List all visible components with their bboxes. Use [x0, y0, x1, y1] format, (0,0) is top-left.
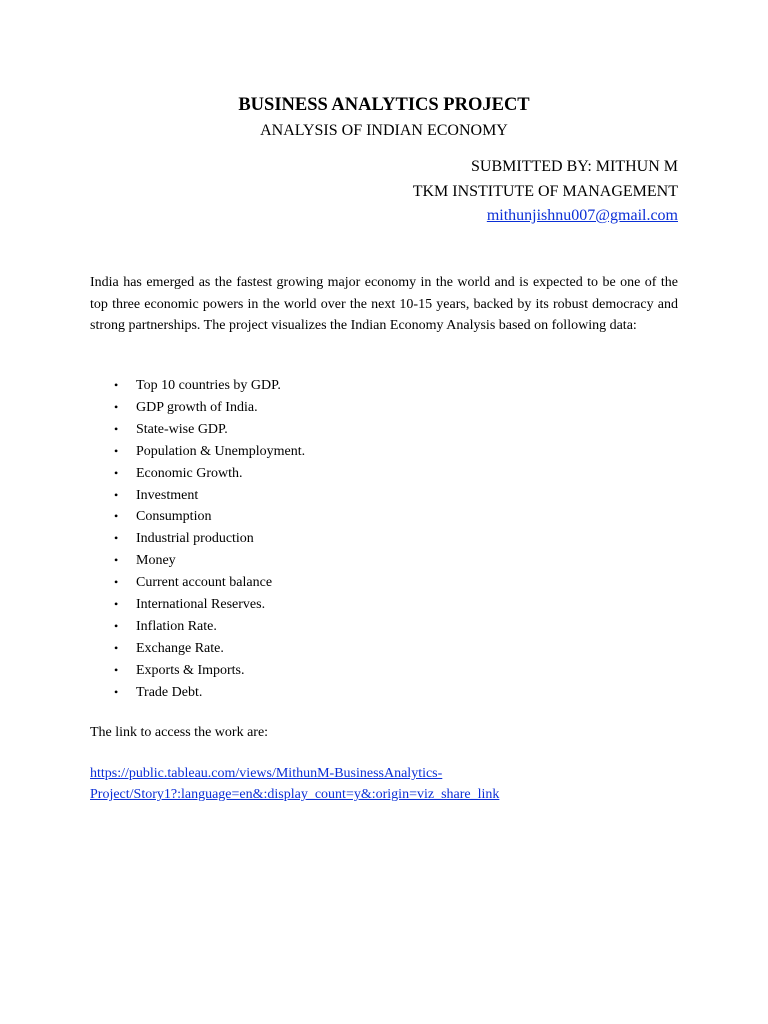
- list-item-label: Population & Unemployment.: [136, 443, 306, 459]
- submitted-by: SUBMITTED BY: MITHUN M: [471, 158, 678, 175]
- bullet-icon: •: [114, 662, 119, 677]
- list-item-label: Exports & Imports.: [136, 662, 245, 678]
- data-topics-list: [90, 375, 305, 704]
- list-item-label: Economic Growth.: [136, 465, 243, 481]
- bullet-icon: •: [114, 553, 119, 568]
- bullet-icon: •: [114, 684, 119, 699]
- tableau-link-line1[interactable]: https://public.tableau.com/views/MithunM-BusinessAnalytics-: [90, 766, 443, 781]
- list-item: [90, 375, 305, 397]
- institute-name: TKM INSTITUTE OF MANAGEMENT: [412, 183, 678, 200]
- list-item-label: Trade Debt.: [136, 684, 203, 700]
- list-item: [90, 463, 305, 485]
- bullet-icon: •: [114, 465, 119, 480]
- list-item-label: Money: [136, 553, 176, 569]
- list-item: [90, 638, 305, 660]
- bullet-icon: •: [114, 597, 119, 612]
- list-item-label: State-wise GDP.: [136, 421, 228, 437]
- bullet-icon: •: [114, 443, 119, 458]
- bullet-icon: •: [114, 575, 119, 590]
- list-item-label: Investment: [136, 487, 199, 503]
- list-item: [90, 660, 305, 682]
- bullet-icon: •: [114, 378, 119, 392]
- list-item: [90, 616, 305, 638]
- bullet-icon: •: [114, 640, 119, 655]
- list-item: [90, 682, 305, 704]
- list-item-label: GDP growth of India.: [136, 399, 258, 415]
- bullet-icon: •: [114, 399, 119, 414]
- list-item-label: Inflation Rate.: [136, 618, 217, 634]
- list-item: [90, 397, 305, 419]
- list-item-label: Consumption: [136, 509, 212, 525]
- list-item: [90, 594, 305, 616]
- list-item: [90, 572, 305, 594]
- bullet-icon: •: [114, 509, 119, 524]
- list-item: [90, 419, 305, 441]
- list-item-label: International Reserves.: [136, 597, 266, 613]
- list-item: [90, 441, 305, 463]
- bullet-icon: •: [114, 421, 119, 436]
- list-item-label: Current account balance: [136, 575, 273, 591]
- bullet-icon: •: [114, 487, 119, 502]
- document-title: BUSINESS ANALYTICS PROJECT: [238, 95, 530, 115]
- intro-paragraph: India has emerged as the fastest growing major economy in the world and is expected to be one of the top three economic powers in the world over the next 10-15 years, backed by its robust democracy and strong partnerships. The project visualizes the Indian Economy Analysis based on following data:: [90, 275, 678, 333]
- email-link[interactable]: mithunjishnu007@gmail.com: [486, 207, 678, 224]
- list-item-label: Industrial production: [136, 531, 254, 547]
- document-subtitle: ANALYSIS OF INDIAN ECONOMY: [260, 122, 508, 139]
- list-item: [90, 528, 305, 550]
- bullet-icon: •: [114, 531, 119, 546]
- list-item-label: Top 10 countries by GDP.: [136, 378, 281, 393]
- list-item-label: Exchange Rate.: [136, 640, 224, 656]
- tableau-link-line2[interactable]: Project/Story1?:language=en&:display_count=y&:origin=viz_share_link: [90, 787, 500, 802]
- list-item: [90, 485, 305, 507]
- list-item: [90, 550, 305, 572]
- bullet-icon: •: [114, 618, 119, 633]
- list-item: [90, 506, 305, 528]
- link-intro-text: The link to access the work are:: [90, 725, 269, 740]
